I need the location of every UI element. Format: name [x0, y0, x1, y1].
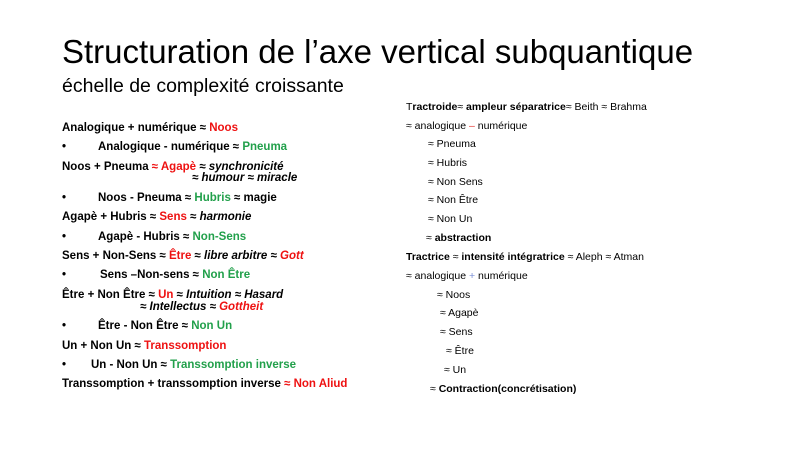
- line-13-text: Transsomption + transsomption inverse: [62, 378, 285, 390]
- right-line-2: [406, 120, 527, 133]
- bullet: •: [62, 269, 67, 281]
- line-10-content: [98, 319, 232, 333]
- line-4-tail: ≈ magie: [230, 192, 277, 204]
- line-7-italic: libre arbitre ≈: [204, 250, 281, 262]
- line-9b-highlight: Gottheit: [219, 301, 264, 313]
- right-line-9: [406, 251, 644, 264]
- line-11: [62, 339, 226, 353]
- line-5-italic: harmonie: [199, 211, 252, 223]
- slide-subtitle: échelle de complexité croissante: [62, 75, 344, 97]
- line-9-text: Être + Non Être ≈: [62, 289, 159, 301]
- line-3b-text: ≈ humour ≈ miracle: [192, 172, 298, 184]
- line-7: [62, 249, 304, 263]
- line-3-highlight: ≈ Agapè: [151, 161, 197, 173]
- right-line-8: [426, 232, 491, 245]
- line-7-sep: ≈: [191, 250, 205, 262]
- right-line-9-bold: intensité intégratrice: [461, 251, 565, 263]
- line-1-highlight: Noos: [209, 122, 238, 134]
- right-line-1-tail: ≈ Beith ≈ Brahma: [565, 101, 647, 113]
- line-6-highlight: Non-Sens: [192, 231, 247, 243]
- line-12-text: Un - Non Un ≈: [91, 359, 171, 371]
- line-6-text: Agapè - Hubris ≈: [98, 231, 193, 243]
- line-1-text: Analogique + numérique ≈: [62, 122, 210, 134]
- right-line-9-sep: ≈: [449, 251, 462, 263]
- line-13: [62, 377, 347, 391]
- line-8: [62, 268, 66, 282]
- line-12-content: [91, 358, 296, 372]
- right-line-9-tail: ≈ Aleph ≈ Atman: [564, 251, 644, 263]
- line-10: [62, 319, 66, 333]
- line-7-highlight-2: Gott: [280, 250, 304, 262]
- right-line-10: [406, 270, 528, 283]
- slide-title: Structuration de l’axe vertical subquantique: [62, 33, 694, 70]
- right-line-15: ≈ Un: [444, 364, 467, 376]
- line-3-italic: ≈ synchronicité: [196, 161, 284, 173]
- right-line-5: ≈ Non Sens: [428, 176, 483, 188]
- line-8-highlight: Non Être: [202, 269, 251, 281]
- line-7-text: Sens + Non-Sens ≈: [62, 250, 169, 262]
- line-9-sep: ≈: [173, 289, 187, 301]
- bullet: •: [62, 192, 67, 204]
- right-line-10-plus: +: [468, 270, 476, 282]
- right-line-2-text: ≈ analogique: [406, 120, 469, 132]
- right-line-13: ≈ Sens: [440, 326, 473, 338]
- right-line-16: [430, 383, 576, 396]
- line-2-content: [98, 140, 287, 154]
- line-2-text: Analogique - numérique ≈: [98, 141, 243, 153]
- bullet: •: [62, 141, 67, 153]
- bullet: •: [62, 231, 67, 243]
- right-line-10-tail: numérique: [475, 270, 528, 282]
- right-line-12: ≈ Agapè: [440, 307, 479, 319]
- right-line-2-tail: numérique: [474, 120, 528, 132]
- right-line-14: ≈ Être: [446, 345, 474, 357]
- line-8-content: [100, 268, 250, 282]
- line-11-highlight: Transsomption: [144, 340, 227, 352]
- right-line-3: ≈ Pneuma: [428, 138, 476, 150]
- line-4-highlight: Hubris: [194, 192, 231, 204]
- line-2-highlight: Pneuma: [242, 141, 288, 153]
- line-9-highlight: Un: [158, 289, 174, 301]
- line-6-content: [98, 230, 246, 244]
- line-9-italic: Intuition ≈ Hasard: [186, 289, 284, 301]
- line-5-highlight: Sens: [159, 211, 187, 223]
- line-6: [62, 230, 66, 244]
- right-line-7: ≈ Non Un: [428, 213, 473, 225]
- line-4-text: Noos - Pneuma ≈: [98, 192, 195, 204]
- line-11-text: Un + Non Un ≈: [62, 340, 145, 352]
- right-line-6: ≈ Non Être: [428, 194, 479, 206]
- line-12-highlight: Transsomption inverse: [170, 359, 297, 371]
- line-1: [62, 121, 238, 135]
- bullet: •: [62, 320, 67, 332]
- line-13-highlight: ≈ Non Aliud: [284, 378, 348, 390]
- right-line-2-minus: –: [468, 120, 475, 132]
- right-line-1: [406, 101, 647, 114]
- line-8-text: Sens –Non-sens ≈: [100, 269, 203, 281]
- right-line-11: ≈ Noos: [437, 289, 471, 301]
- right-line-1-term: ractroide: [412, 101, 458, 113]
- line-10-highlight: Non Un: [191, 320, 233, 332]
- right-line-16-bold: Contraction(concrétisation): [438, 383, 577, 395]
- line-12: [62, 358, 66, 372]
- line-7-highlight: Être: [168, 250, 192, 262]
- line-3-continuation: [192, 171, 297, 185]
- line-9-continuation: [140, 300, 263, 314]
- line-4-content: [98, 191, 277, 205]
- right-line-1-bold: ampleur séparatrice: [466, 101, 566, 113]
- right-line-1-initial: T: [406, 101, 413, 113]
- right-line-9-term: Tractrice: [406, 251, 450, 263]
- line-5: [62, 210, 251, 224]
- line-3-text: Noos + Pneuma: [62, 161, 152, 173]
- line-5-sep: ≈: [186, 211, 200, 223]
- line-5-text: Agapè + Hubris ≈: [62, 211, 160, 223]
- right-line-1-sep: ≈: [457, 101, 467, 113]
- right-line-8-sep: ≈: [426, 232, 435, 244]
- line-4: [62, 191, 66, 205]
- line-2: [62, 140, 66, 154]
- line-9b-text: ≈ Intellectus ≈: [140, 301, 220, 313]
- right-line-16-sep: ≈: [430, 383, 439, 395]
- right-line-4: ≈ Hubris: [428, 157, 468, 169]
- bullet: •: [62, 359, 67, 371]
- line-10-text: Être - Non Être ≈: [98, 320, 192, 332]
- right-line-8-bold: abstraction: [434, 232, 492, 244]
- right-line-10-text: ≈ analogique: [406, 270, 469, 282]
